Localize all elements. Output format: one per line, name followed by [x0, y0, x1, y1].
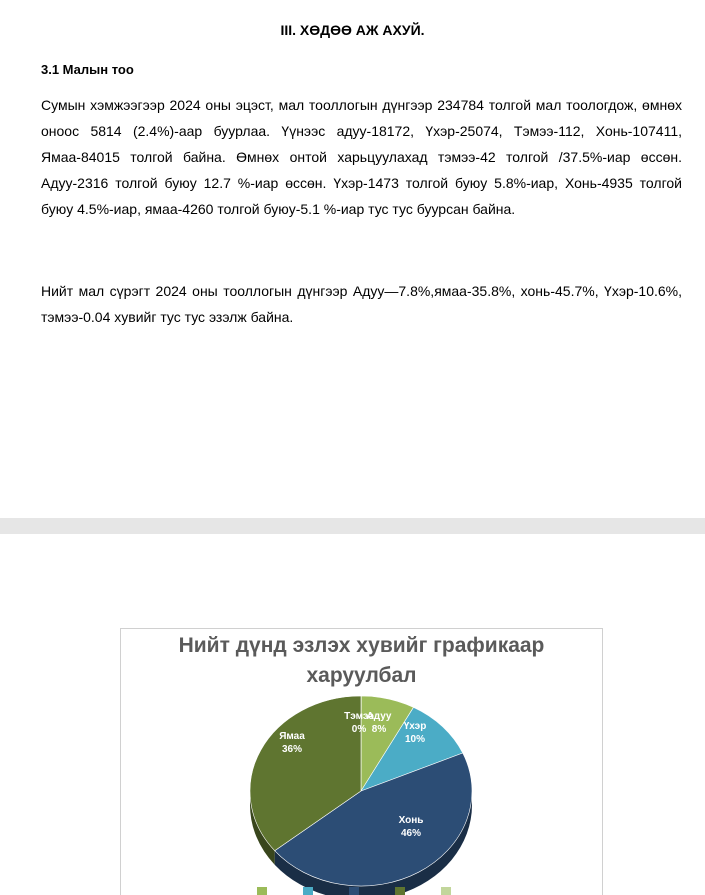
slice-percent-label: 36% — [282, 744, 302, 755]
section-title: 3.1 Малын тоо — [41, 62, 134, 77]
chart-title-line2: харуулбал — [121, 661, 602, 691]
pie-svg — [121, 629, 602, 895]
slice-name-label: Тэмээ — [344, 711, 374, 722]
pie-chart — [120, 628, 603, 895]
chapter-heading: III. ХӨДӨӨ АЖ АХУЙ. — [0, 22, 705, 38]
page-break — [0, 518, 705, 534]
slice-percent-label: 10% — [405, 734, 425, 745]
slice-name-label: Үхэр — [404, 721, 427, 732]
slice-name-label: Ямаа — [279, 731, 305, 742]
paragraph-livestock-share: Нийт мал сүрэгт 2024 оны тооллогын дүнгээр Адуу—7.8%,ямаа-35.8%, хонь-45.7%, Үхэр-10.6%, тэмээ-0.04 хувийг тус тус эзэлж байна. — [41, 278, 682, 330]
slice-percent-label: 0% — [352, 724, 367, 735]
slice-name-label: Адуу — [367, 711, 392, 722]
slice-percent-label: 8% — [372, 724, 387, 735]
slice-percent-label: 46% — [401, 828, 421, 839]
paragraph-livestock-count: Сумын хэмжээгээр 2024 оны эцэст, мал тооллогын дүнгээр 234784 толгой мал тоологдож, өмнөх оноос 5814 (2.4%)-аар буурлаа. Үүнээс адуу-18172, Үхэр-25074, Тэмээ-112, Хонь-107411, Ямаа-84015 толгой байна. Өмнөх онтой харьцуулахад тэмээ-42 толгой /37.5%-иар өссөн. Адуу-2316 толгой буюу 12.7 %-иар өссөн. Үхэр-1473 толгой буюу 5.8%-иар, Хонь-4935 толгой буюу 4.5%-иар, ямаа-4260 толгой буюу-5.1 %-иар тус тус буурсан байна. — [41, 92, 682, 222]
slice-name-label: Хонь — [399, 815, 424, 826]
chart-title-line1: Нийт дүнд эзлэх хувийг графикаар — [121, 631, 602, 661]
chart-legend — [251, 881, 491, 895]
document-page-2 — [0, 534, 705, 894]
